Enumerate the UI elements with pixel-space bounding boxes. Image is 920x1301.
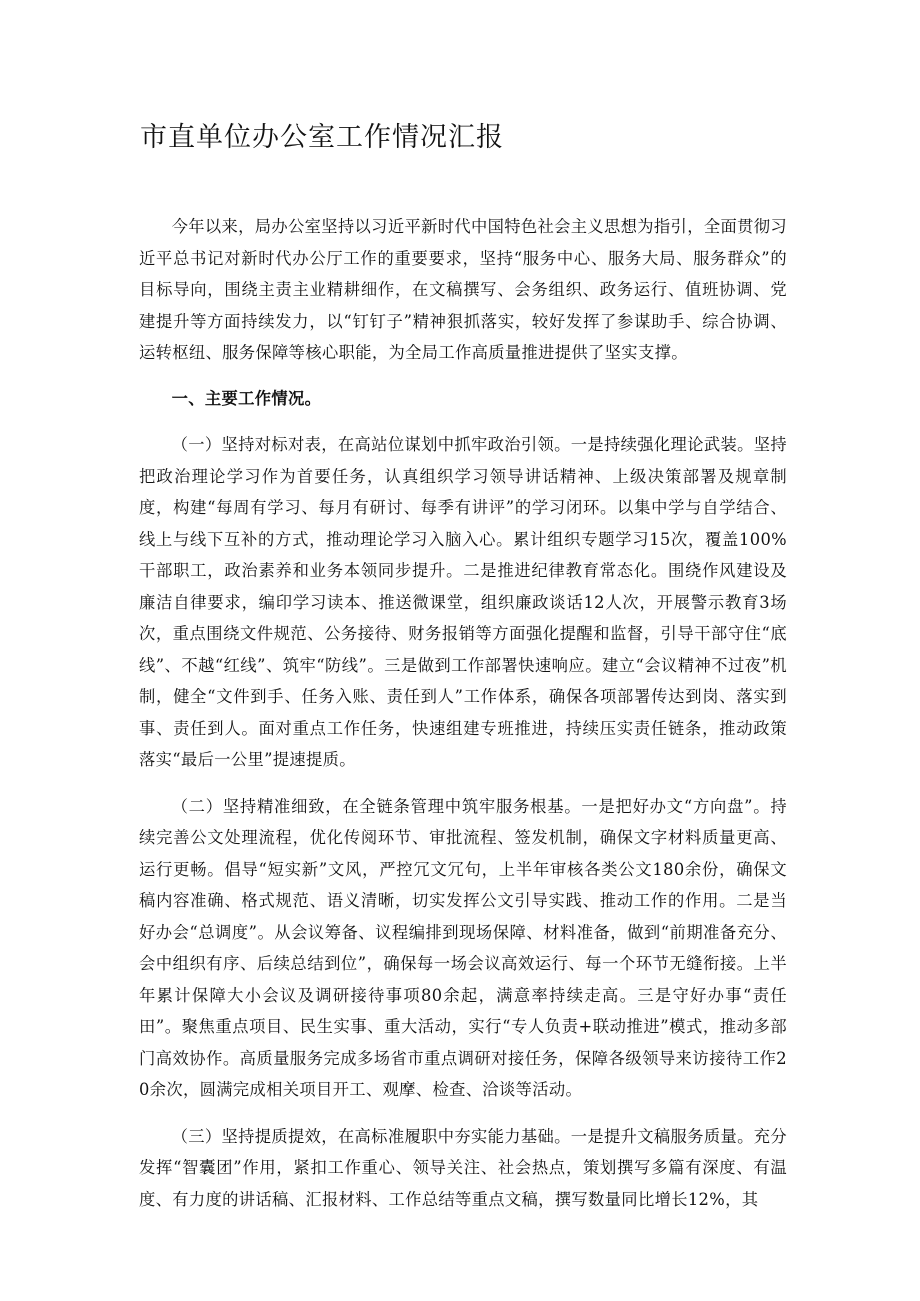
body-paragraph-1: （一）坚持对标对表，在高站位谋划中抓牢政治引领。一是持续强化理论武装。坚持把政治理论学习作为首要任务，认真组织学习领导讲话精神、上级决策部署及规章制度，构建“每周有学习、每月有研讨、每季有讲评”的学习闭环。以集中学与自学结合、线上与线下互补的方式，推动理论学习入脑入心。累计组织专题学习15次，覆盖100%干部职工，政治素养和业务本领同步提升。二是推进纪律教育常态化。围绕作风建设及廉洁自律要求，编印学习读本、推送微课堂，组织廉政谈话12人次，开展警示教育3场次，重点围绕文件规范、公务接待、财务报销等方面强化提醒和监督，引导干部守住“底线”、不越“红线”、筑牢“防线”。三是做到工作部署快速响应。建立“会议精神不过夜”机制，健全“文件到手、任务入账、责任到人”工作体系，确保各项部署传达到岗、落实到事、责任到人。面对重点工作任务，快速组建专班推进，持续压实责任链条，推动政策落实“最后一公里”提速提质。 (139, 435, 787, 769)
body-paragraph-3: （三）坚持提质提效，在高标准履职中夯实能力基础。一是提升文稿服务质量。充分发挥“智囊团”作用，紧扣工作重心、领导关注、社会热点，策划撰写多篇有深度、有温度、有力度的讲话稿、汇报材料、工作总结等重点文稿，撰写数量同比增长12%，其 (139, 1126, 787, 1209)
document-title: 市直单位办公室工作情况汇报 (140, 122, 504, 153)
section-heading: 一、主要工作情况。 (171, 388, 322, 408)
body-paragraph-2: （二）坚持精准细致，在全链条管理中筑牢服务根基。一是把好办文“方向盘”。持续完善公文处理流程，优化传阅环节、审批流程、签发机制，确保文字材料质量更高、运行更畅。倡导“短实新”文风，严控冗文冗句，上半年审核各类公文180余份，确保文稿内容准确、格式规范、语义清晰，切实发挥公文引导实践、推动工作的作用。二是当好办会“总调度”。从会议筹备、议程编排到现场保障、材料准备，做到“前期准备充分、会中组织有序、后续总结到位”，确保每一场会议高效运行、每一个环节无缝衔接。上半年累计保障大小会议及调研接待事项80余起，满意率持续走高。三是守好办事“责任田”。聚焦重点项目、民生实事、重大活动，实行“专人负责+联动推进”模式，推动多部门高效协作。高质量服务完成多场省市重点调研对接任务，保障各级领导来访接待工作20余次，圆满完成相关项目开工、观摩、检查、洽谈等活动。 (139, 796, 787, 1099)
document-body (139, 211, 787, 1230)
intro-paragraph: 今年以来，局办公室坚持以习近平新时代中国特色社会主义思想为指引，全面贯彻习近平总书记对新时代办公厅工作的重要要求，坚持“服务中心、服务大局、服务群众”的目标导向，围绕主责主业精耕细作，在文稿撰写、会务组织、政务运行、值班协调、党建提升等方面持续发力，以“钉钉子”精神狠抓落实，较好发挥了参谋助手、综合协调、运转枢纽、服务保障等核心职能，为全局工作高质量推进提供了坚实支撑。 (139, 217, 787, 362)
